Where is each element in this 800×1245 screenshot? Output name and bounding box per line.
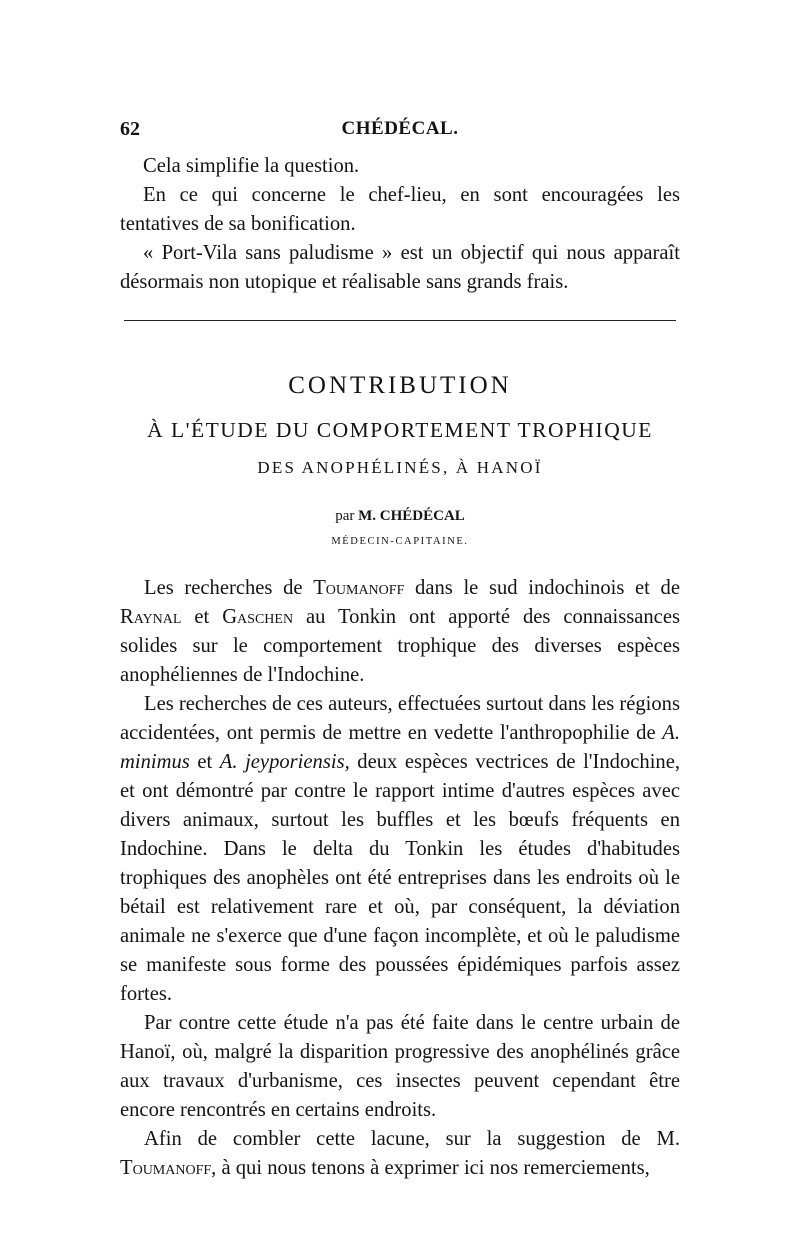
species-name: A. minimus [120, 722, 680, 773]
article-title-line-2: À L'ÉTUDE DU COMPORTEMENT TROPHIQUE [147, 418, 653, 442]
running-head [120, 118, 680, 148]
section-divider [124, 320, 676, 321]
text-run: deux espèces vectrices de l'Indochine, et ont démontré par contre le rapport intime d'autres espèces avec divers animaux, surtout les buffles et les bœufs fréquents en Indochine. Dans le delta du Tonkin les études d'habitudes trophiques des anophèles ont été entreprises dans les endroits où le bétail est relativement rare et où, par conséquent, la déviation animale ne s'exerce que d'une façon incomplète, et où le paludisme se manifeste sous forme des poussées épidémiques parfois assez fortes. [120, 751, 680, 1005]
paragraph: « Port-Vila sans paludisme » est un objectif qui nous apparaît désormais non utopique et réalisable sans grands frais. [120, 242, 680, 293]
page-number: 62 [120, 118, 140, 140]
text-run: dans le sud indochinois et de [404, 577, 680, 599]
species-name: A. jeyporiensis, [219, 751, 350, 773]
paragraph [120, 690, 680, 1009]
article-title-line-1: CONTRIBUTION [288, 372, 512, 399]
paragraph: En ce qui concerne le chef-lieu, en sont encouragées les tentatives de sa bonification. [120, 184, 680, 235]
author-citation: Toumanoff [313, 577, 405, 599]
paragraph: Par contre cette étude n'a pas été faite dans le centre urbain de Hanoï, où, malgré la disparition progressive des anophélinés grâce aux travaux d'urbanisme, ces insectes peuvent cependant être encore rencontrés en certains endroits. [120, 1012, 680, 1121]
text-run: et [181, 606, 223, 628]
text-run: Afin de combler cette lacune, sur la suggestion de M. [144, 1128, 680, 1150]
text-run: Les recherches de ces auteurs, effectuées surtout dans les régions accidentées, ont permis de mettre en vedette l'anthropophilie de [120, 693, 680, 744]
paragraph [120, 1125, 680, 1183]
paragraph [120, 574, 680, 690]
paragraph: Cela simplifie la question. [143, 155, 360, 177]
article-body [120, 574, 680, 1183]
author-line [120, 508, 680, 525]
author-affiliation: MÉDECIN-CAPITAINE. [331, 536, 469, 547]
running-title: CHÉDÉCAL. [341, 118, 459, 139]
text-run: Les recherches de [144, 577, 314, 599]
article-title-line-3: DES ANOPHÉLINÉS, À HANOÏ [257, 458, 543, 477]
text-run: , à qui nous tenons à exprimer ici nos remerciements, [211, 1157, 650, 1179]
author-citation: Raynal [120, 606, 182, 628]
author-citation: Toumanoff [120, 1157, 212, 1179]
author-prefix: par [335, 508, 355, 524]
author-name: M. CHÉDÉCAL [358, 508, 465, 524]
previous-article-ending [120, 152, 680, 297]
author-citation: Gaschen [222, 606, 294, 628]
text-run: et [189, 751, 220, 773]
text-run: au Tonkin ont apporté des connaissances solides sur le comportement trophique des diverses espèces anophéliennes de l'Indochine. [120, 606, 680, 686]
